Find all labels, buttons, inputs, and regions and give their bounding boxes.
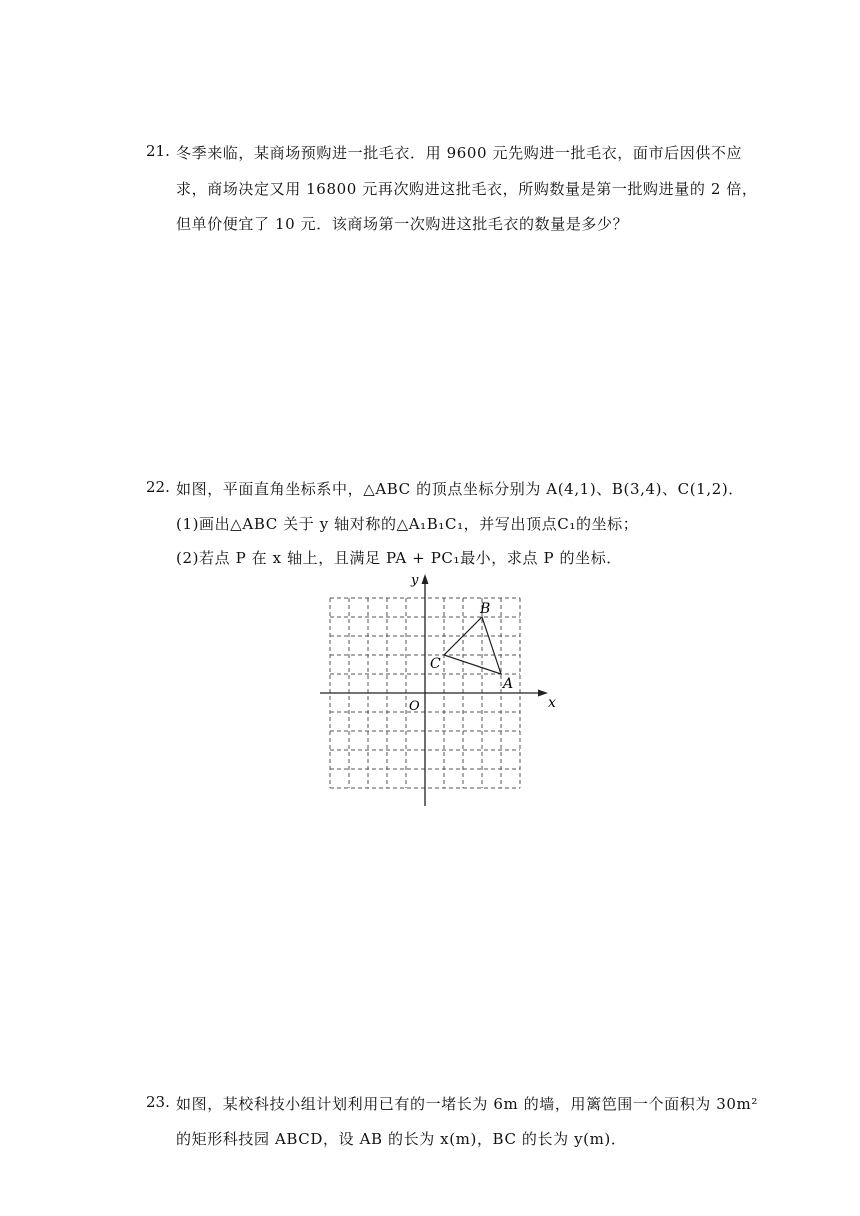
axes bbox=[320, 574, 548, 806]
coordinate-grid-figure bbox=[312, 572, 556, 812]
point-label-a: A bbox=[503, 676, 514, 692]
question-text-line: 求，商场决定又用 16800 元再次购进这批毛衣，所购数量是第一批购进量的 2 倍， bbox=[176, 180, 758, 198]
y-axis-arrow bbox=[422, 574, 429, 584]
origin-label: O bbox=[409, 699, 420, 714]
question-text-line: 如图，某校科技小组计划利用已有的一堵长为 6m 的墙，用篱笆围一个面积为 30m² bbox=[176, 1095, 758, 1113]
y-axis-label: y bbox=[411, 573, 419, 588]
question-text-line: 但单价便宜了 10 元．该商场第一次购进这批毛衣的数量是多少？ bbox=[176, 215, 629, 233]
question-number: 21. bbox=[146, 142, 170, 160]
x-axis-label: x bbox=[548, 695, 556, 711]
triangle-outline bbox=[444, 617, 501, 674]
x-axis-arrow bbox=[538, 690, 548, 697]
question-text-line: 的矩形科技园 ABCD，设 AB 的长为 x(m)，BC 的长为 y(m)． bbox=[176, 1130, 627, 1148]
question-number: 22. bbox=[146, 478, 170, 496]
question-text-line: 冬季来临，某商场预购进一批毛衣．用 9600 元先购进一批毛衣，面市后因供不应 bbox=[176, 144, 743, 162]
question-text-line: 如图，平面直角坐标系中，△ABC 的顶点坐标分别为 A(4,1)、B(3,4)、C(1,2)． bbox=[176, 480, 744, 498]
question-number: 23. bbox=[146, 1093, 170, 1111]
question-text-line: (2)若点 P 在 x 轴上，且满足 PA + PC₁最小，求点 P 的坐标． bbox=[176, 549, 622, 567]
question-text-line: (1)画出△ABC 关于 y 轴对称的△A₁B₁C₁，并写出顶点C₁的坐标； bbox=[176, 515, 639, 533]
point-label-b: B bbox=[480, 601, 491, 617]
point-label-c: C bbox=[430, 656, 441, 672]
